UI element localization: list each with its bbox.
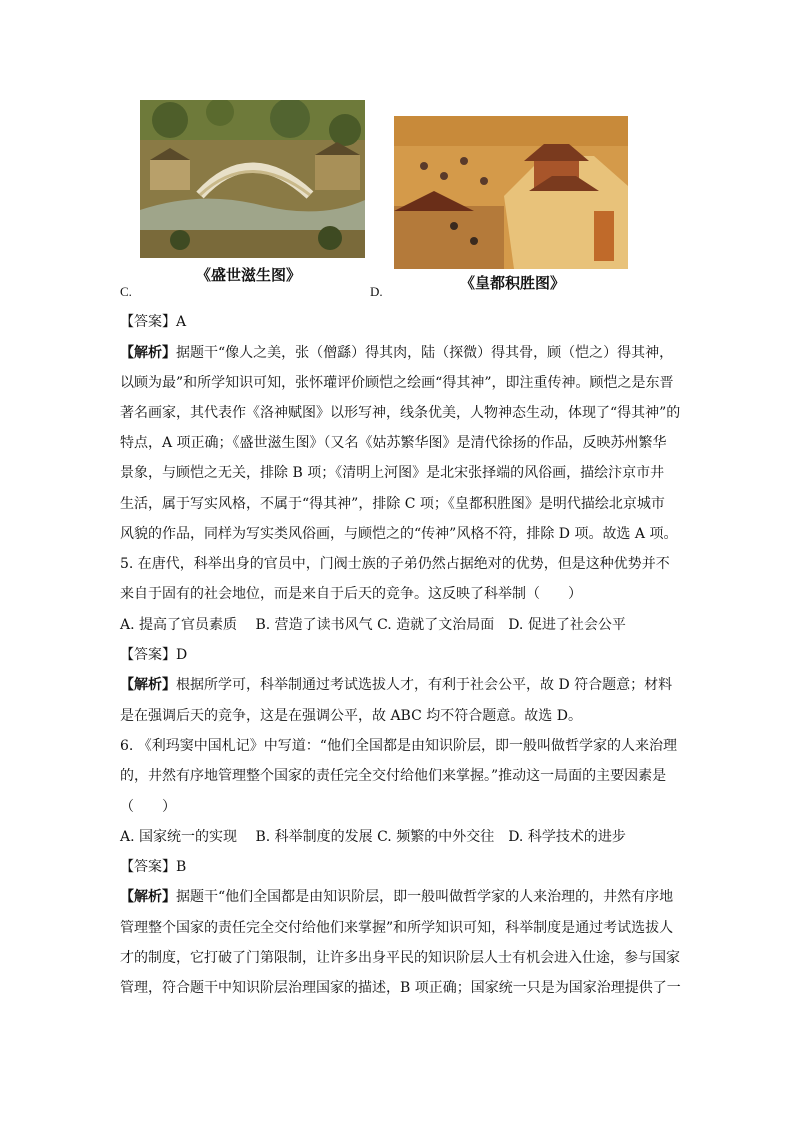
q6-answer: 【答案】B bbox=[120, 859, 187, 875]
q6-analysis-label: 【解析】 bbox=[120, 889, 176, 905]
q6-analysis-line-2: 管理整个国家的责任完全交付给他们来掌握”和所学知识可知，科举制度是通过考试选拔人 bbox=[120, 920, 674, 936]
q4-analysis-line-3: 著名画家，其代表作《洛神赋图》以形写神，线条优美，人物神态生动，体现了“得其神”的 bbox=[120, 405, 681, 421]
option-c-letter: C. bbox=[120, 284, 132, 299]
q6-stem-line-3: （ ） bbox=[120, 799, 176, 815]
q4-analysis-line-5: 景象，与顾恺之无关，排除 B 项；《清明上河图》是北宋张择端的风俗画，描绘汴京市井 bbox=[120, 465, 665, 481]
q5-analysis-line-2: 是在强调后天的竞争，这是在强调公平，故 ABC 均不符合题意。故选 D。 bbox=[120, 708, 582, 724]
q6-stem-line-2: 的，井然有序地管理整个国家的责任完全交付给他们来掌握。”推动这一局面的主要因素是 bbox=[120, 768, 667, 784]
q5-analysis-label: 【解析】 bbox=[120, 677, 176, 693]
q4-analysis-line-2: 以顾为最”和所学知识可知，张怀瓘评价顾恺之绘画“得其神”，即注重传神。顾恺之是东晋 bbox=[120, 375, 674, 391]
q4-analysis-line-7: 风貌的作品，同样为写实类风俗画，与顾恺之的“传神”风格不符，排除 D 项。故选 A 项。 bbox=[120, 526, 678, 542]
q6-analysis-line-3: 才的制度，它打破了门第限制，让许多出身平民的知识阶层人士有机会进入仕途，参与国家 bbox=[120, 950, 680, 966]
q4-analysis-line-6: 生活，属于写实风格，不属于“得其神”，排除 C 项；《皇都积胜图》是明代描绘北京城市 bbox=[120, 496, 665, 512]
q4-answer: 【答案】A bbox=[120, 314, 187, 330]
q4-analysis-label: 【解析】 bbox=[120, 345, 176, 361]
q5-stem-line-1: 5. 在唐代，科举出身的官员中，门阀士族的子弟仍然占据绝对的优势，但是这种优势并不 bbox=[120, 556, 670, 572]
q6-analysis-line-4: 管理，符合题干中知识阶层治理国家的描述，B 项正确；国家统一只是为国家治理提供了一 bbox=[120, 980, 681, 996]
q5-analysis-line-1: 【解析】根据所学可，科举制通过考试选拔人才，有利于社会公平，故 D 符合题意；材料 bbox=[120, 677, 673, 693]
q5-options: A. 提高了官员素质 B. 营造了读书风气 C. 造就了文治局面 D. 促进了社会公平 bbox=[120, 617, 626, 633]
painting-d-caption: 《皇都积胜图》 bbox=[460, 274, 566, 292]
q6-stem-line-1: 6. 《利玛窦中国札记》中写道：“他们全国都是由知识阶层，即一般叫做哲学家的人来治理 bbox=[120, 738, 677, 754]
q4-analysis-line-4: 特点，A 项正确；《盛世滋生图》（又名《姑苏繁华图》是清代徐扬的作品，反映苏州繁华 bbox=[120, 435, 667, 451]
q6-analysis-line-1: 【解析】据题干“他们全国都是由知识阶层，即一般叫做哲学家的人来治理的，井然有序地 bbox=[120, 889, 674, 905]
q5-stem-line-2: 来自于固有的社会地位，而是来自于后天的竞争。这反映了科举制（ ） bbox=[120, 586, 582, 602]
q6-options: A. 国家统一的实现 B. 科举制度的发展 C. 频繁的中外交往 D. 科学技术的进步 bbox=[120, 829, 626, 845]
q4-analysis-line-1: 【解析】据题干“像人之美，张（僧繇）得其肉，陆（探微）得其骨，顾（恺之）得其神， bbox=[120, 345, 674, 361]
painting-d-image bbox=[394, 116, 628, 269]
option-d-letter: D. bbox=[370, 284, 383, 299]
q5-answer: 【答案】D bbox=[120, 647, 188, 663]
painting-c-caption: 《盛世滋生图》 bbox=[196, 266, 302, 284]
painting-c-image bbox=[140, 100, 365, 258]
